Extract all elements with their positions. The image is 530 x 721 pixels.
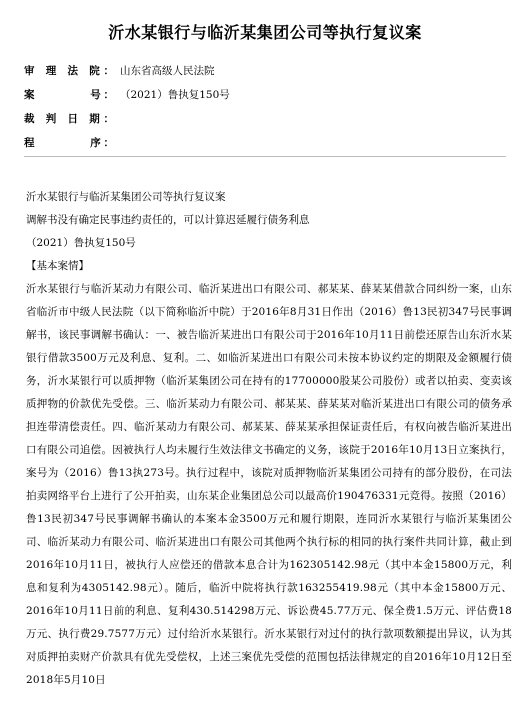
meta-row-judgment-date — [24, 106, 514, 130]
summary-case-number: （2021）鲁执复150号 — [26, 237, 136, 249]
meta-row-case-number — [24, 82, 514, 106]
meta-label-court: 审 理 法 院： — [24, 64, 114, 77]
meta-value-case-number: （2021）鲁执复150号 — [120, 88, 230, 101]
meta-label-procedure: 程 序： — [24, 136, 114, 149]
section-heading: 【基本案情】 — [26, 260, 89, 272]
divider — [24, 156, 506, 157]
meta-label-judgment-date: 裁 判 日 期： — [24, 112, 114, 125]
meta-row-court — [24, 58, 514, 82]
case-facts-paragraph: 沂水某银行与临沂某动力有限公司、临沂某进出口有限公司、郝某某、薛某某借款合同纠纷一案，山东省临沂市中级人民法院（以下简称临沂中院）于2016年8月31日作出（2016）鲁13民初347号民事调解书，该民事调解书确认：一、被告临沂某进出口有限公司于2016年10月11日前偿还原告山东沂水某银行借款3500万元及利息、复利。二、如临沂某进出口有限公司未按本协议约定的期限及金额履行债务，沂水某银行可以质押物（临沂某集团公司在持有的17700000股某公司股份）或者以拍卖、变卖该质押物的价款优先受偿。三、临沂某动力有限公司、郝某某、薛某某对临沂某进出口有限公司的债务承担连带清偿责任。四、临沂某动力有限公司、郝某某、薛某某承担保证责任后，有权向被告临沂某进出口有限公司追偿。因被执行人均未履行生效法律文书确定的义务，该院于2016年10月13日立案执行，案号为（2016）鲁13执273号。执行过程中，该院对质押物临沂某集团公司持有的部分股份，在司法拍卖网络平台上进行了公开拍卖，山东某企业集团总公司以最高价190476331元竞得。按照（2016）鲁13民初347号民事调解书确认的本案本金3500万元和履行期限，连同沂水某银行与临沂某集团公司、临沂某动力有限公司、临沂某进出口有限公司其他两个执行标的相同的执行案件共同计算，截止到2016年10月11日，被执行人应偿还的借款本息合计为162305142.98元（其中本金15800万元，利息和复利为4305142.98元）。随后，临沂中院将执行款163255419.98元（其中本金15800万元、2016年10月11日前的利息、复利430.514298万元、诉讼费45.77万元、保全费1.5万元、评估费18万元、执行费29.7577万元）过付给沂水某银行。沂水某银行对过付的执行款项数额提出异议，认为其对质押拍卖财产价款具有优先受偿权，上述三案优先受偿的范围包括法律规定的自2016年10月12日至2018年5月10日 — [26, 283, 512, 686]
meta-row-procedure — [24, 130, 514, 154]
meta-value-court: 山东省高级人民法院 — [120, 64, 215, 77]
document-body — [26, 186, 512, 692]
meta-label-case-number: 案 号： — [24, 88, 114, 101]
document-title: 沂水某银行与临沂某集团公司等执行复议案 — [108, 23, 422, 42]
case-metadata — [24, 58, 514, 154]
summary-point: 调解书没有确定民事违约责任的，可以计算迟延履行债务利息 — [26, 214, 310, 226]
summary-title: 沂水某银行与临沂某集团公司等执行复议案 — [26, 191, 226, 203]
